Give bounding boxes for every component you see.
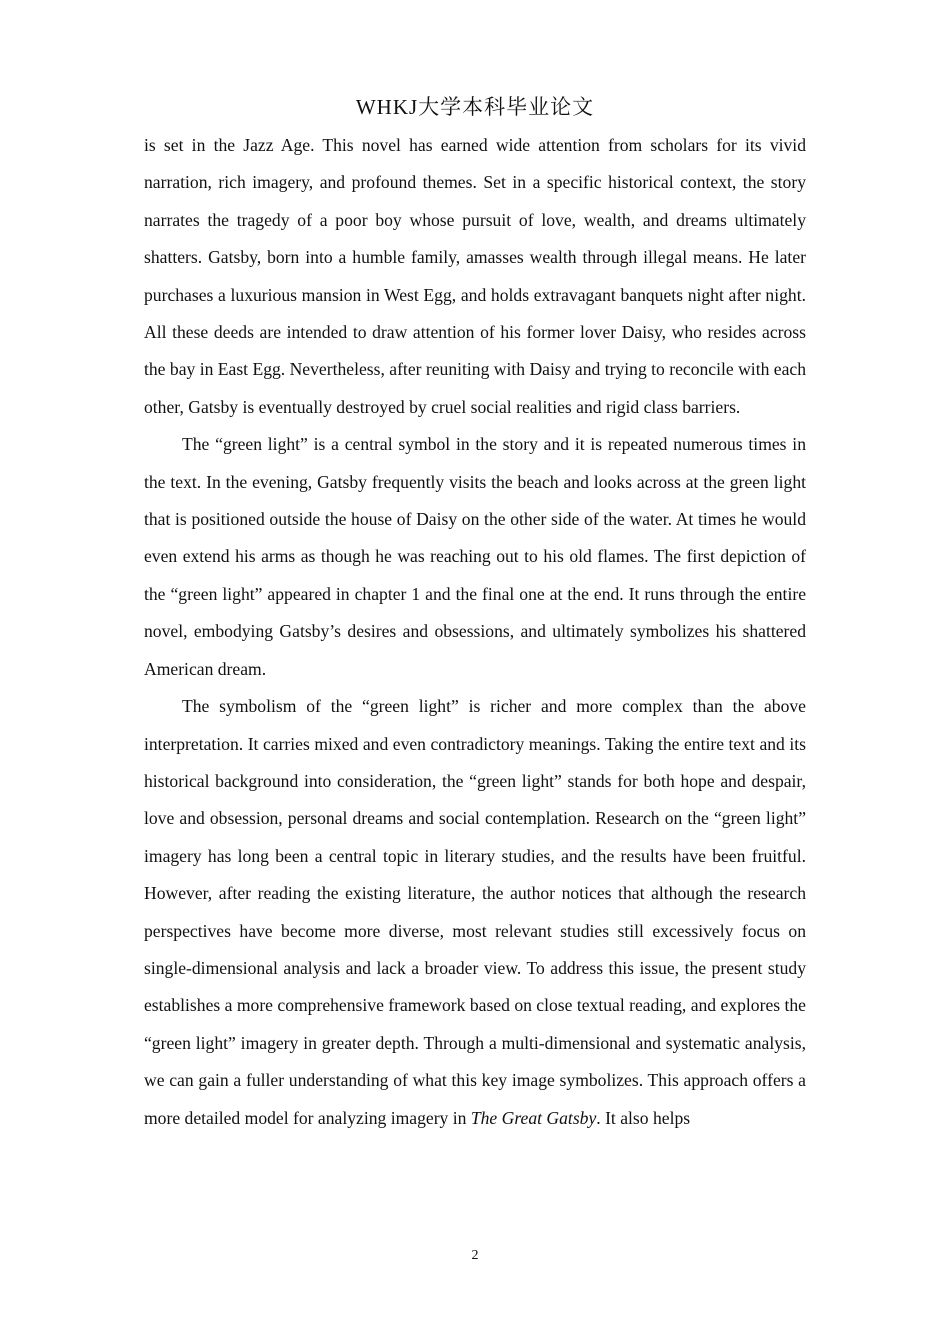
- paragraph-1: is set in the Jazz Age. This novel has earned wide attention from scholars for its vivid narration, rich imagery, and profound themes. Set in a specific historical context, the story narrates the tragedy of a poor boy whose pursuit of love, wealth, and dreams ultimately shatters. Gatsby, born into a humble family, amasses wealth through illegal means. He later purchases a luxurious mansion in West Egg, and holds extravagant banquets night after night. All these deeds are intended to draw attention of his former lover Daisy, who resides across the bay in East Egg. Nevertheless, after reuniting with Daisy and trying to reconcile with each other, Gatsby is eventually destroyed by cruel social realities and rigid class barriers.: [144, 135, 806, 417]
- paragraph-3-text-end: . It also helps: [596, 1107, 691, 1128]
- book-title: The Great Gatsby: [470, 1107, 597, 1128]
- body-text: [144, 127, 806, 1137]
- page-number: 2: [471, 1248, 479, 1263]
- page-header: WHKJ大学本科毕业论文: [355, 95, 595, 119]
- paragraph-3: [144, 688, 806, 1137]
- paragraph-3-text-start: The symbolism of the “green light” is richer and more complex than the above interpretation. It carries mixed and even contradictory meanings. Taking the entire text and its historical background into consideration, the “green light” stands for both hope and despair, love and obsession, personal dreams and social contemplation. Research on the “green light” imagery has long been a central topic in literary studies, and the results have been fruitful. However, after reading the existing literature, the author notices that although the research perspectives have become more diverse, most relevant studies still excessively focus on single-dimensional analysis and lack a broader view. To address this issue, the present study establishes a more comprehensive framework based on close textual reading, and explores the “green light” imagery in greater depth. Through a multi-dimensional and systematic analysis, we can gain a fuller understanding of what this key image symbolizes. This approach offers a more detailed model for analyzing imagery in: [144, 696, 806, 1128]
- paragraph-2: The “green light” is a central symbol in the story and it is repeated numerous times in the text. In the evening, Gatsby frequently visits the beach and looks across at the green light that is positioned outside the house of Daisy on the other side of the water. At times he would even extend his arms as though he was reaching out to his old flames. The first depiction of the “green light” appeared in chapter 1 and the final one at the end. It runs through the entire novel, embodying Gatsby’s desires and obsessions, and ultimately symbolizes his shattered American dream.: [144, 434, 806, 679]
